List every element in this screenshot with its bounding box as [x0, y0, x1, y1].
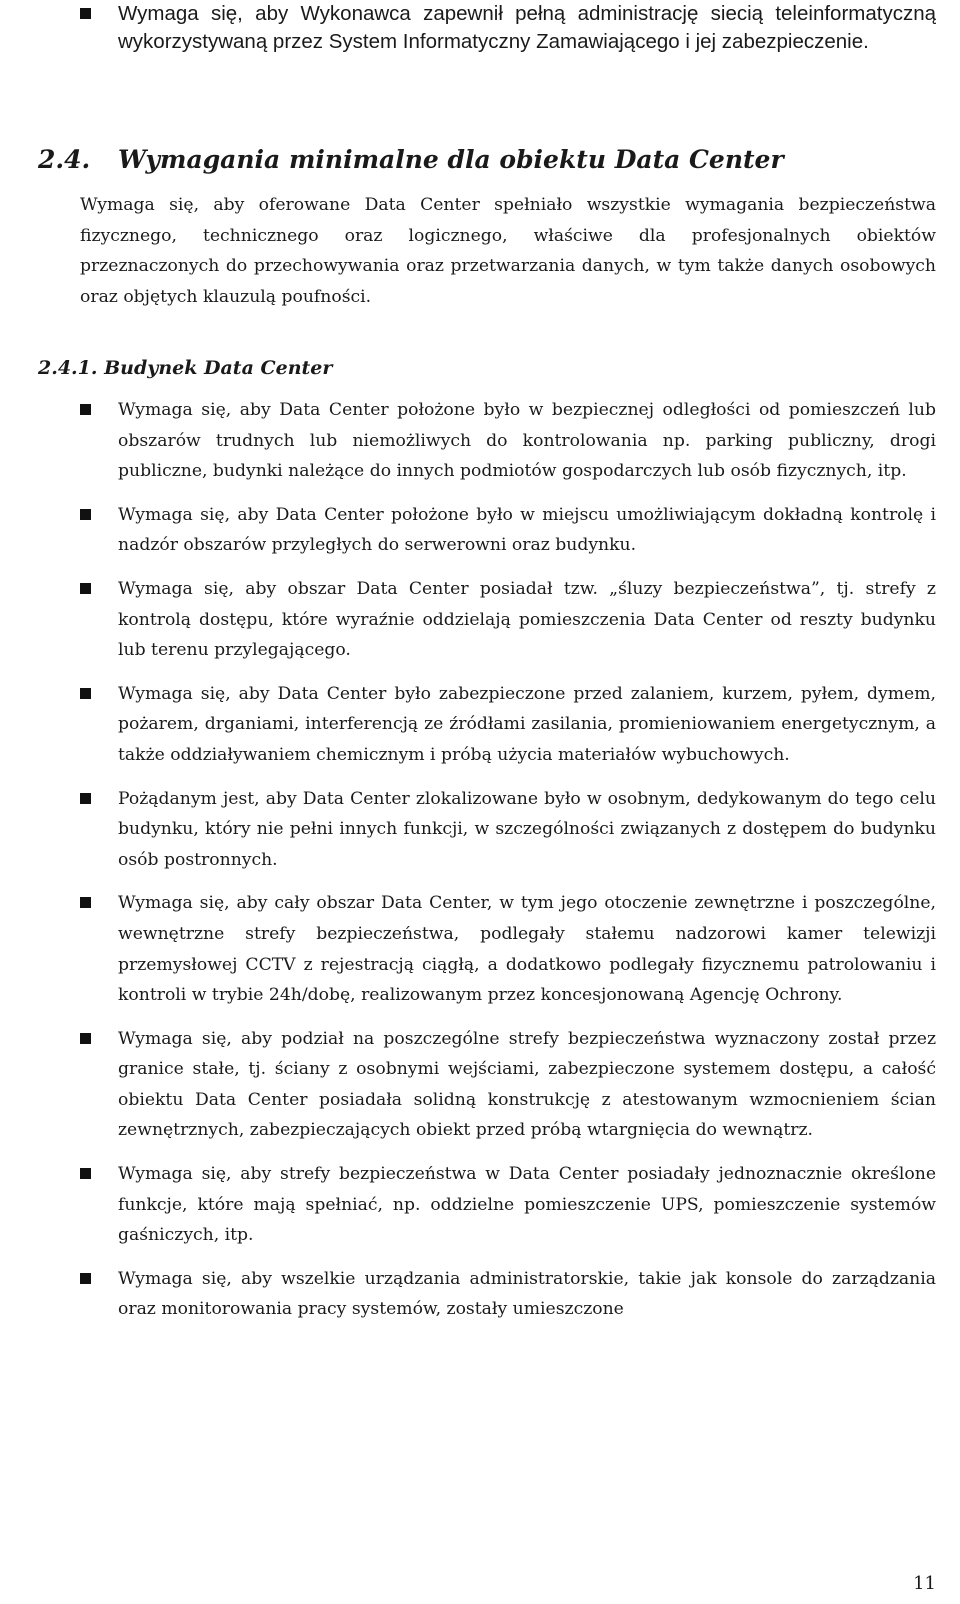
list-item-text: Wymaga się, aby Wykonawca zapewnił pełną administrację siecią teleinformatyczną wykorzystywaną przez System Informatyczny Zamawiającego i jej zabezpieczenie.	[118, 2, 936, 53]
section-number: 2.4.	[38, 145, 91, 174]
list-item	[80, 784, 936, 876]
list-item	[80, 0, 936, 56]
list-item-text: Wymaga się, aby strefy bezpieczeństwa w Data Center posiadały jednoznacznie określone funkcje, które mają spełniać, np. oddzielne pomieszczenie UPS, pomieszczenie systemów gaśniczych, itp.	[118, 1164, 936, 1246]
list-item	[80, 395, 936, 487]
list-item	[80, 1159, 936, 1251]
list-item	[80, 1264, 936, 1325]
section-intro-paragraph: Wymaga się, aby oferowane Data Center spełniało wszystkie wymagania bezpieczeństwa fizycznego, technicznego oraz logicznego, właściwe dla profesjonalnych obiektów przeznaczonych do przechowywania oraz przetwarzania danych, w tym także danych osobowych oraz objętych klauzulą poufności.	[80, 195, 936, 307]
list-item	[80, 1024, 936, 1146]
square-bullet-icon	[80, 1033, 91, 1044]
section-title: Wymagania minimalne dla obiektu Data Center	[118, 145, 784, 174]
square-bullet-icon	[80, 897, 91, 908]
square-bullet-icon	[80, 793, 91, 804]
list-item	[80, 500, 936, 561]
square-bullet-icon	[80, 1273, 91, 1284]
square-bullet-icon	[80, 509, 91, 520]
page-number: 11	[913, 1573, 936, 1594]
list-item-text: Wymaga się, aby Data Center było zabezpieczone przed zalaniem, kurzem, pyłem, dymem, pożarem, drganiami, interferencją ze źródłami zasilania, promieniowaniem energetycznym, a także oddziaływaniem chemicznym i próbą użycia materiałów wybuchowych.	[118, 683, 936, 765]
list-item	[80, 888, 936, 1010]
list-item-text: Wymaga się, aby Data Center położone było w bezpiecznej odległości od pomieszczeń lub obszarów trudnych lub niemożliwych do kontrolowania np. parking publiczny, drogi publiczne, budynki należące do innych podmiotów gospodarczych lub osób fizycznych, itp.	[118, 400, 936, 482]
requirements-list	[80, 395, 936, 1338]
square-bullet-icon	[80, 8, 91, 19]
list-item	[80, 679, 936, 771]
section-heading	[38, 143, 938, 177]
list-item	[80, 574, 936, 666]
square-bullet-icon	[80, 583, 91, 594]
list-item-text: Wymaga się, aby obszar Data Center posiadał tzw. „śluzy bezpieczeństwa”, tj. strefy z kontrolą dostępu, które wyraźnie oddzielają pomieszczenia Data Center od reszty budynku lub terenu przylegającego.	[118, 578, 936, 661]
list-item-text: Pożądanym jest, aby Data Center zlokalizowane było w osobnym, dedykowanym do tego celu budynku, który nie pełni innych funkcji, w szczególności związanych z dostępem do budynku osób postronnych.	[118, 788, 936, 870]
square-bullet-icon	[80, 404, 91, 415]
list-item-text: Wymaga się, aby cały obszar Data Center, w tym jego otoczenie zewnętrzne i poszczególne, wewnętrzne strefy bezpieczeństwa, podlegały stałemu nadzorowi kamer telewizji przemysłowej CCTV z rejestracją ciągłą, a dodatkowo podlegały fizycznemu patrolowaniu i kontroli w trybie 24h/dobę, realizowanym przez koncesjonowaną Agencję Ochrony.	[118, 893, 936, 1006]
list-item-text: Wymaga się, aby wszelkie urządzania administratorskie, takie jak konsole do zarządzania oraz monitorowania pracy systemów, zostały umieszczone	[118, 1268, 936, 1320]
top-bullet-list	[80, 0, 936, 56]
square-bullet-icon	[80, 688, 91, 699]
subsection-heading: 2.4.1. Budynek Data Center	[38, 357, 333, 379]
list-item-text: Wymaga się, aby podział na poszczególne strefy bezpieczeństwa wyznaczony został przez granice stałe, tj. ściany z osobnymi wejściami, zabezpieczone systemem dostępu, a całość obiektu Data Center posiadała solidną konstrukcję z atestowanym wzmocnieniem ścian zewnętrznych, zabezpieczających obiekt przed próbą wtargnięcia do wewnątrz.	[118, 1028, 936, 1141]
list-item-text: Wymaga się, aby Data Center położone było w miejscu umożliwiającym dokładną kontrolę i nadzór obszarów przyległych do serwerowni oraz budynku.	[118, 504, 936, 556]
square-bullet-icon	[80, 1168, 91, 1179]
